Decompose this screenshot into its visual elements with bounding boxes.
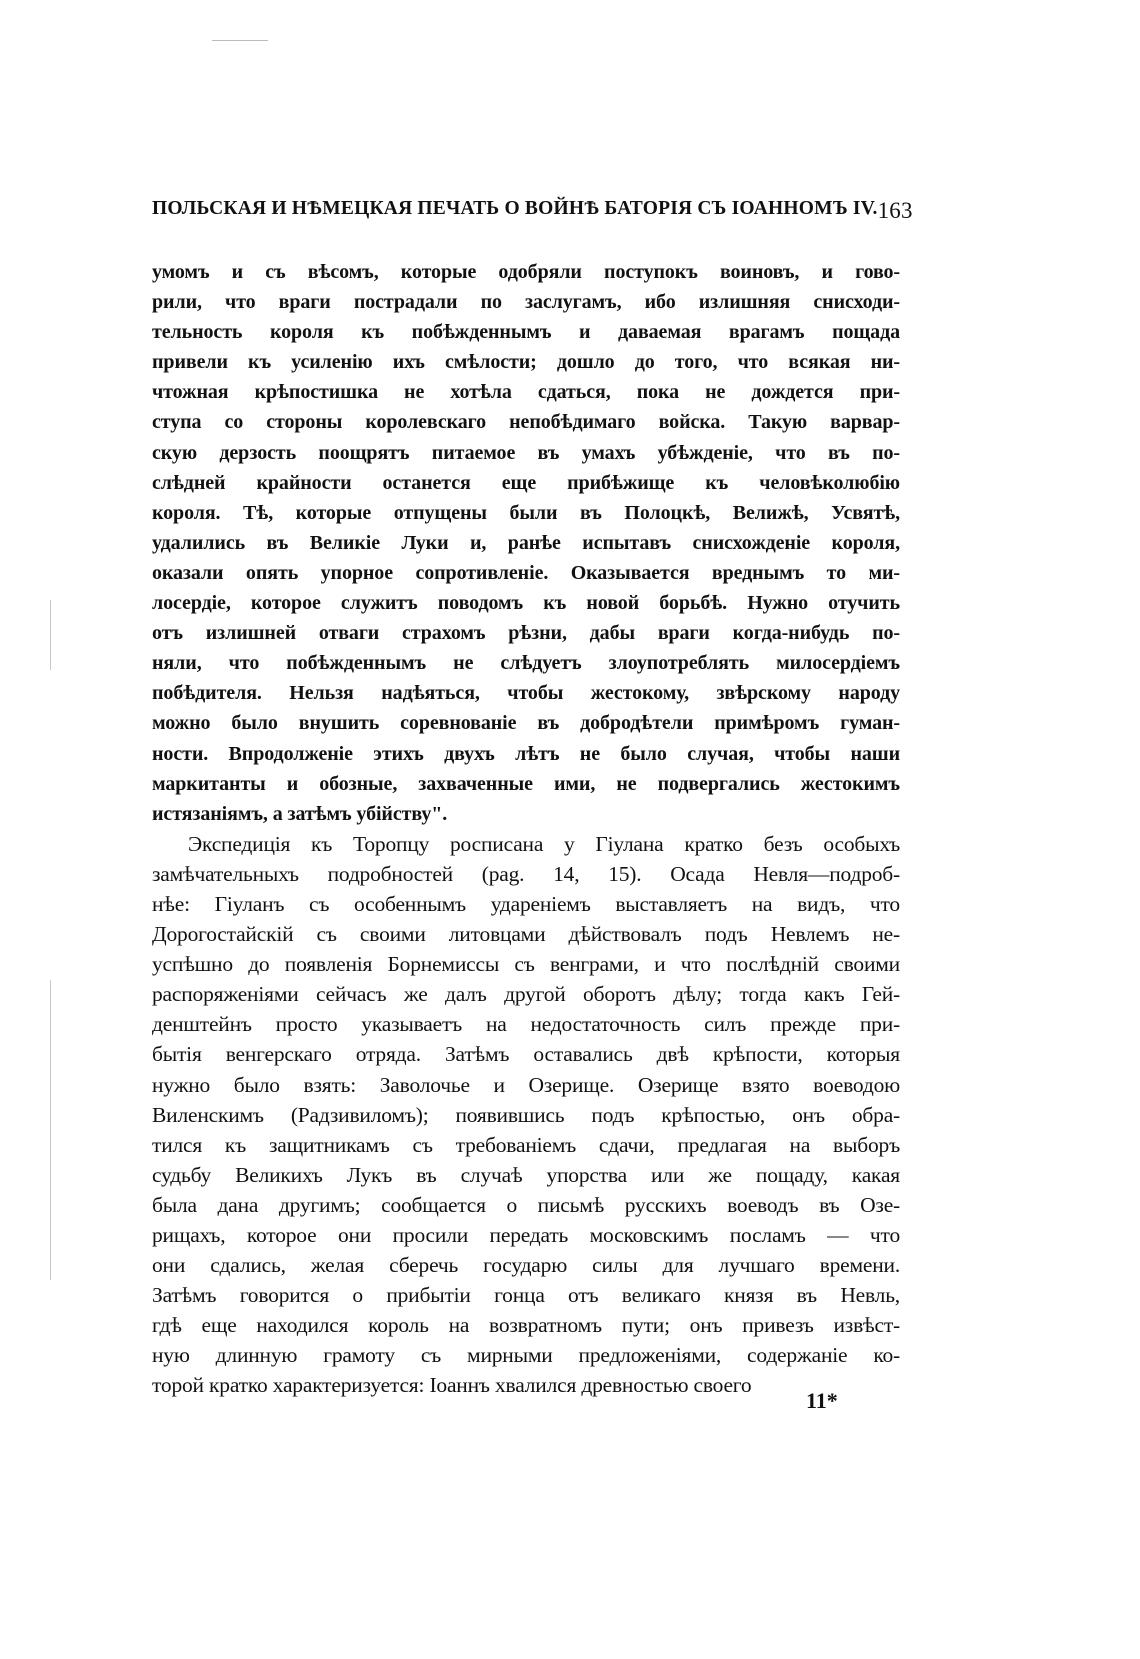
text-line: истязаніямъ, а затѣмъ убійству". bbox=[152, 802, 448, 825]
text-line: они сдались, желая сберечь государю силы для лучшаго времени. bbox=[152, 1253, 900, 1278]
text-line: Экспедиція къ Торопцу росписана у Гіулана кратко безъ особыхъ bbox=[188, 831, 900, 856]
text-line: Дорогостайскій съ своими литовцами дѣйствовалъ подъ Невлемъ не- bbox=[152, 922, 900, 947]
text-line: денштейнъ просто указываетъ на недостаточность силъ прежде при- bbox=[152, 1012, 900, 1037]
page-number: 163 bbox=[877, 198, 913, 223]
text-line: судьбу Великихъ Лукъ въ случаѣ упорства или же пощаду, какая bbox=[152, 1162, 900, 1187]
text-line: замѣчательныхъ подробностей (pag. 14, 15). Осада Невля—подроб- bbox=[152, 861, 900, 886]
signature-mark: 11* bbox=[806, 1388, 838, 1413]
text-line: нѣе: Гіуланъ съ особеннымъ удареніемъ выставляетъ на видъ, что bbox=[152, 891, 900, 916]
text-line: скую дерзость поощрятъ питаемое въ умахъ убѣжденіе, что въ по- bbox=[152, 441, 900, 464]
text-line: удалились въ Великіе Луки и, ранѣе испытавъ снисхожденіе короля, bbox=[152, 531, 900, 554]
text-line: ную длинную грамоту съ мирными предложеніями, содержаніе ко- bbox=[152, 1343, 900, 1368]
text-line: рили, что враги пострадали по заслугамъ, ибо излишняя снисходи- bbox=[152, 291, 900, 314]
text-line: тельность короля къ побѣжденнымъ и даваемая врагамъ пощада bbox=[152, 321, 900, 344]
text-line: Виленскимъ (Радзивиломъ); появившись подъ крѣпостью, онъ обра- bbox=[152, 1102, 900, 1127]
paragraph-quote bbox=[152, 257, 900, 829]
text-line: ступа со стороны королевскаго непобѣдимаго войска. Такую варвар- bbox=[152, 411, 900, 434]
text-line: бытія венгерскаго отряда. Затѣмъ оставались двѣ крѣпости, которыя bbox=[152, 1042, 900, 1067]
text-line: гдѣ еще находился король на возвратномъ пути; онъ привезъ извѣст- bbox=[152, 1313, 900, 1338]
text-line: слѣдней крайности останется еще прибѣжище къ человѣколюбію bbox=[152, 471, 900, 494]
text-line: Затѣмъ говорится о прибытіи гонца отъ великаго князя въ Невль, bbox=[152, 1283, 900, 1308]
text-line: короля. Тѣ, которые отпущены были въ Полоцкѣ, Велижѣ, Усвятѣ, bbox=[152, 501, 900, 524]
running-header bbox=[152, 198, 913, 224]
page-body bbox=[152, 257, 900, 1401]
text-line: маркитанты и обозные, захваченные ими, не подвергались жестокимъ bbox=[152, 772, 900, 795]
text-line: умомъ и съ вѣсомъ, которые одобряли поступокъ воиновъ, и гово- bbox=[152, 261, 900, 283]
text-line: оказали опять упорное сопротивленіе. Оказывается вреднымъ то ми- bbox=[152, 561, 900, 584]
text-line: была дана другимъ; сообщается о письмѣ русскихъ воеводъ въ Озе- bbox=[152, 1192, 900, 1217]
margin-mark bbox=[50, 980, 51, 1280]
text-line: нужно было взять: Заволочье и Озерище. Озерище взято воеводою bbox=[152, 1072, 900, 1097]
text-line: распоряженіями сейчасъ же далъ другой оборотъ дѣлу; тогда какъ Гей- bbox=[152, 982, 900, 1007]
text-line: чтожная крѣпостишка не хотѣла сдаться, пока не дождется при- bbox=[152, 381, 900, 404]
text-line: лосердіе, которое служитъ поводомъ къ новой борьбѣ. Нужно отучить bbox=[152, 592, 900, 615]
paragraph-narrative bbox=[152, 829, 900, 1401]
text-line: отъ излишней отваги страхомъ рѣзни, дабы враги когда-нибудь по- bbox=[152, 622, 900, 645]
top-rule bbox=[212, 40, 268, 41]
text-line: можно было внушить соревнованіе въ добродѣтели примѣромъ гуман- bbox=[152, 712, 900, 735]
text-line: торой кратко характеризуется: Іоаннъ хвалился древностью своего bbox=[152, 1373, 752, 1398]
text-line: успѣшно до появленія Борнемиссы съ венграми, и что послѣдній своими bbox=[152, 952, 900, 977]
text-line: ности. Впродолженіе этихъ двухъ лѣтъ не было случая, чтобы наши bbox=[152, 742, 900, 765]
text-line: привели къ усиленію ихъ смѣлости; дошло до того, что всякая ни- bbox=[152, 351, 900, 374]
margin-mark bbox=[50, 600, 51, 670]
text-line: няли, что побѣжденнымъ не слѣдуетъ злоупотреблять милосердіемъ bbox=[152, 652, 900, 675]
text-line: тился къ защитникамъ съ требованіемъ сдачи, предлагая на выборъ bbox=[152, 1132, 900, 1157]
running-title: ПОЛЬСКАЯ И НѢМЕЦКАЯ ПЕЧАТЬ О ВОЙНѢ БАТОРІЯ СЪ ІОАННОМЪ IV. bbox=[152, 198, 878, 219]
text-line: побѣдителя. Нельзя надѣяться, чтобы жестокому, звѣрскому народу bbox=[152, 682, 900, 705]
text-line: рищахъ, которое они просили передать московскимъ посламъ — что bbox=[152, 1223, 900, 1247]
